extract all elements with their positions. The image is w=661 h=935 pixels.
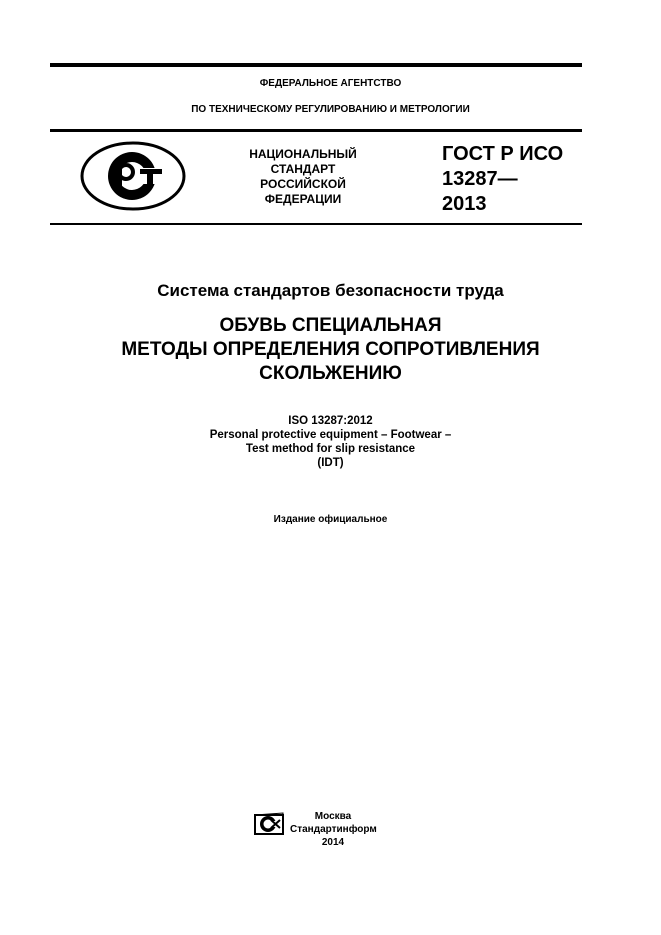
iso-line: Personal protective equipment – Footwear – <box>209 429 452 441</box>
agency-line-1: ФЕДЕРАЛЬНОЕ АГЕНТСТВО <box>259 78 402 89</box>
national-line: ФЕДЕРАЦИИ <box>264 192 342 206</box>
gost-logo-icon <box>80 140 186 212</box>
iso-reference <box>0 414 661 470</box>
designation-line: 2013 <box>442 193 487 215</box>
iso-line: (IDT) <box>317 457 344 469</box>
main-title-line: ОБУВЬ СПЕЦИАЛЬНАЯ <box>219 315 442 336</box>
year: 2014 <box>321 837 345 848</box>
national-standard-label <box>232 147 374 207</box>
designation-line: 13287— <box>442 168 518 190</box>
iso-line: Test method for slip resistance <box>245 443 416 455</box>
series-title: Система стандартов безопасности труда <box>157 281 504 300</box>
header-bottom-rule <box>50 223 582 225</box>
iso-line: ISO 13287:2012 <box>288 415 373 427</box>
national-line: РОССИЙСКОЙ <box>260 177 346 191</box>
standard-designation <box>442 142 563 217</box>
top-rule <box>50 63 582 67</box>
city: Москва <box>314 811 352 822</box>
main-title-line: СКОЛЬЖЕНИЮ <box>259 363 402 384</box>
national-line: НАЦИОНАЛЬНЫЙ <box>249 147 357 161</box>
publisher-block <box>290 810 376 849</box>
main-title <box>0 314 661 386</box>
main-title-line: МЕТОДЫ ОПРЕДЕЛЕНИЯ СОПРОТИВЛЕНИЯ <box>121 339 540 360</box>
agency-line-2: ПО ТЕХНИЧЕСКОМУ РЕГУЛИРОВАНИЮ И МЕТРОЛОГИИ <box>191 104 470 115</box>
header-rule <box>50 129 582 132</box>
national-line: СТАНДАРТ <box>270 162 336 176</box>
publisher: Стандартинформ <box>290 824 377 835</box>
designation-line: ГОСТ Р ИСО <box>442 143 564 165</box>
edition-label: Издание официальное <box>273 514 388 525</box>
standartinform-logo-icon <box>254 812 286 836</box>
